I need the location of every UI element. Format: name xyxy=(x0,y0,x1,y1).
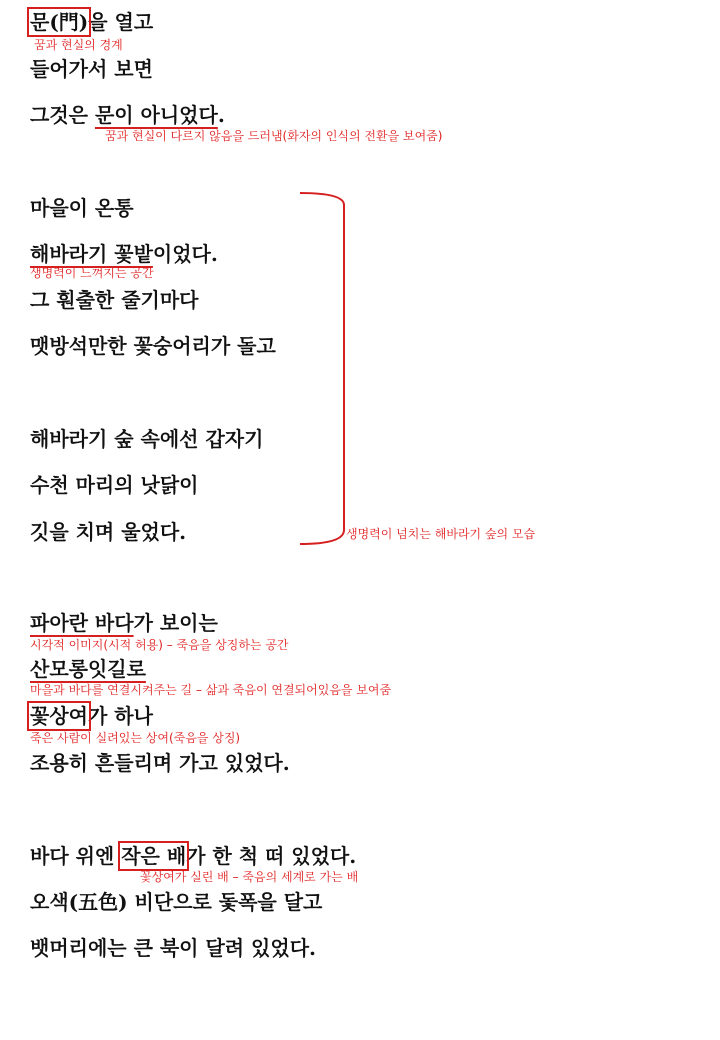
poem-line-2: 들어가서 보면 xyxy=(30,57,153,81)
underlined-mountain-path: 산모롱잇길로 xyxy=(30,657,146,681)
boxed-word-small-boat: 작은 배 xyxy=(121,844,187,868)
poem-line-17: 뱃머리에는 큰 북이 달려 있었다. xyxy=(30,936,316,960)
poem-line-10: 깃을 치며 울었다. xyxy=(30,520,187,544)
annotation-bracket: 생명력이 넘치는 해바라기 숲의 모습 xyxy=(346,527,536,541)
annotation-small-boat: 꽃상여가 실린 배 – 죽음의 세계로 가는 배 xyxy=(140,870,359,884)
poem-line-14: 조용히 흔들리며 가고 있었다. xyxy=(30,751,290,775)
poem-line-4: 마을이 온통 xyxy=(30,196,134,220)
poem-line-1: 문(門)을 열고 xyxy=(30,10,154,34)
underlined-sunflower-field: 해바라기 꽃밭 xyxy=(30,242,153,266)
poem-line-16: 오색(五色) 비단으로 돛폭을 달고 xyxy=(30,890,323,914)
poem-line-13: 꽃상여가 하나 xyxy=(30,704,153,728)
poem-line-15: 바다 위엔 작은 배가 한 척 떠 있었다. xyxy=(30,844,357,868)
poem-line-6: 그 훤출한 줄기마다 xyxy=(30,288,199,312)
underlined-blue-sea: 파아란 바다 xyxy=(30,611,134,635)
poem-line-12 xyxy=(30,657,146,681)
poem-line-11: 파아란 바다가 보이는 xyxy=(30,611,218,635)
poem-line-8: 해바라기 숲 속에선 갑자기 xyxy=(30,427,264,451)
boxed-word-door: 문(門) xyxy=(30,10,89,34)
bracket-right xyxy=(300,193,344,544)
annotation-bier: 죽은 사람이 실려있는 상여(죽음을 상징) xyxy=(30,731,241,745)
annotation-mountain-path: 마을과 바다를 연결시켜주는 길 – 삶과 죽음이 연결되어있음을 보여줌 xyxy=(30,683,392,697)
poem-line-7: 맷방석만한 꽃숭어리가 돌고 xyxy=(30,334,276,358)
poem-line-9: 수천 마리의 낫닭이 xyxy=(30,473,199,497)
boxed-word-bier: 꽃상여 xyxy=(30,704,88,728)
annotation-blue-sea: 시각적 이미지(시적 허용) – 죽음을 상징하는 공간 xyxy=(30,638,289,652)
annotation-door: 꿈과 현실의 경계 xyxy=(34,38,123,52)
annotation-sunflower-field: 생명력이 느껴지는 공간 xyxy=(30,266,154,280)
poem-line-5: 해바라기 꽃밭이었다. xyxy=(30,242,218,266)
annotation-not-door: 꿈과 현실이 다르지 않음을 드러냄(화자의 인식의 전환을 보여줌) xyxy=(105,129,443,143)
poem-line-3: 그것은 문이 아니었다. xyxy=(30,103,225,127)
underlined-not-door: 문이 아니었다 xyxy=(94,103,218,127)
